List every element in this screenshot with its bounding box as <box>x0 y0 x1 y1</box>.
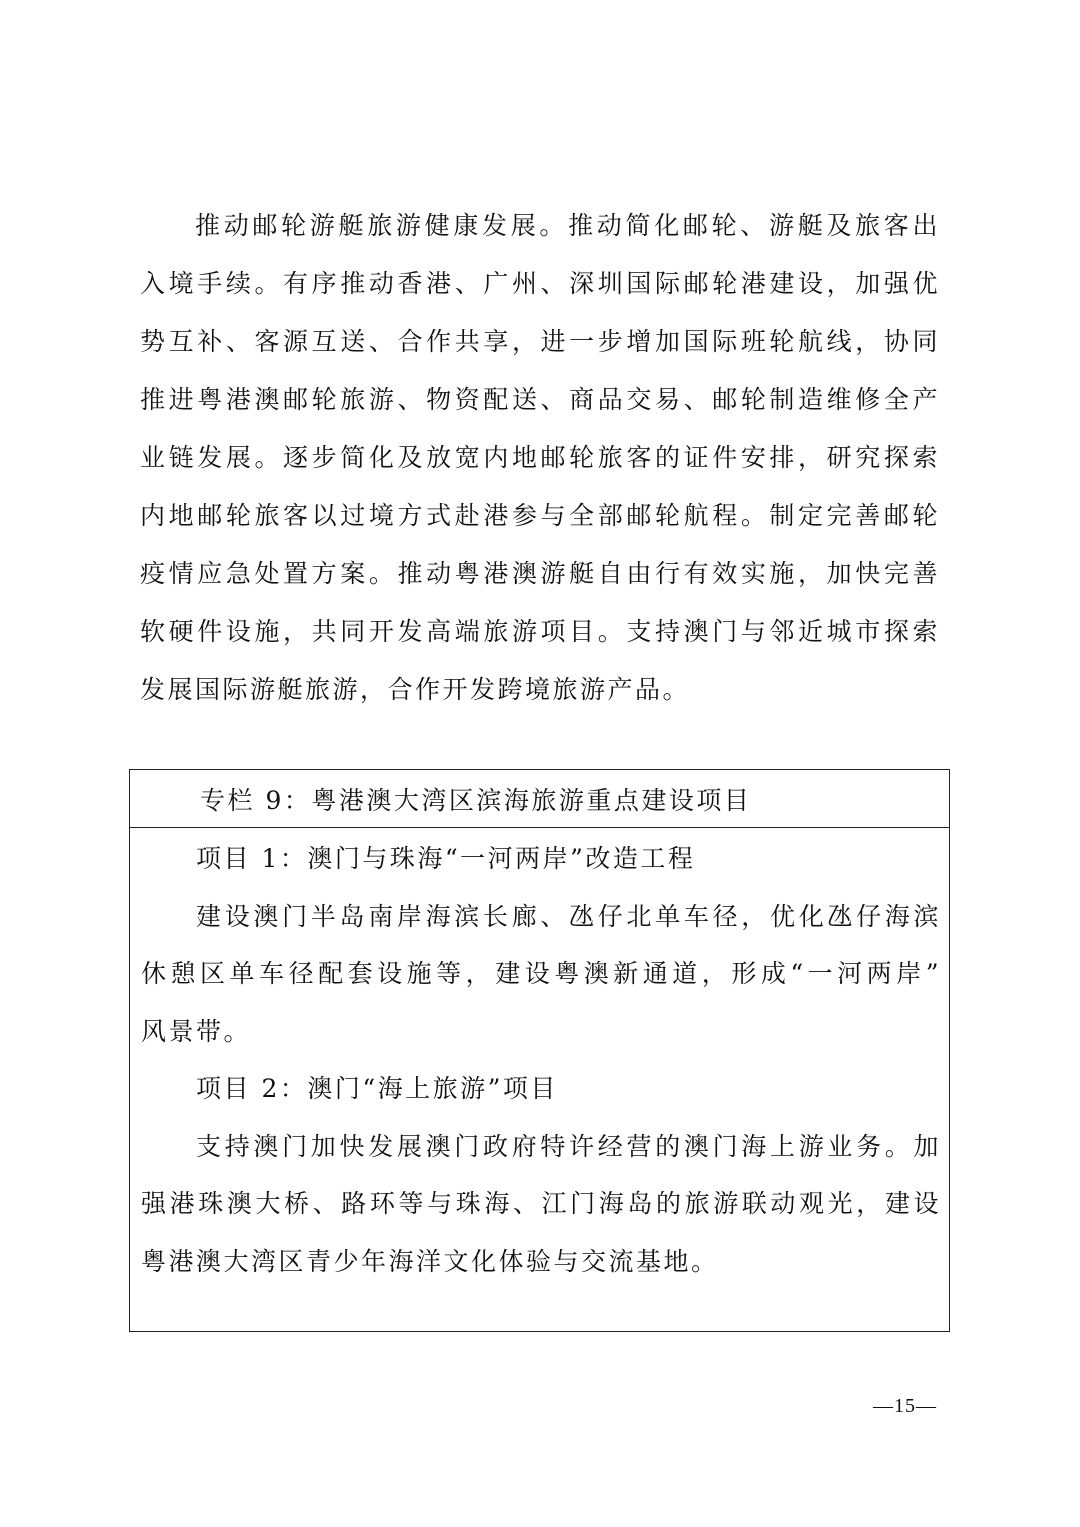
body-line: 软硬件设施，共同开发高端旅游项目。支持澳门与邻近城市探索 <box>140 617 940 646</box>
sidebar-box <box>129 769 950 1332</box>
body-line: 推动邮轮游艇旅游健康发展。推动简化邮轮、游艇及旅客出 <box>195 211 940 240</box>
page-number: —15— <box>873 1395 937 1417</box>
body-line: 内地邮轮旅客以过境方式赴港参与全部邮轮航程。制定完善邮轮 <box>140 501 940 530</box>
box-line: 建设澳门半岛南岸海滨长廊、氹仔北单车径，优化氹仔海滨 <box>196 901 941 931</box>
project-heading: 项目 1：澳门与珠海“一河两岸”改造工程 <box>196 844 696 873</box>
box-line: 风景带。 <box>141 1016 252 1046</box>
body-line: 疫情应急处置方案。推动粤港澳游艇自由行有效实施，加快完善 <box>140 559 940 588</box>
body-line: 业链发展。逐步简化及放宽内地邮轮旅客的证件安排，研究探索 <box>140 443 940 472</box>
box-line: 休憩区单车径配套设施等，建设粤澳新通道，形成“一河两岸” <box>141 959 941 988</box>
box-line: 支持澳门加快发展澳门政府特许经营的澳门海上游业务。加 <box>196 1131 941 1161</box>
project-heading: 项目 2：澳门“海上旅游”项目 <box>196 1074 558 1103</box>
body-line: 发展国际游艇旅游，合作开发跨境旅游产品。 <box>140 675 691 704</box>
body-paragraph <box>140 197 940 719</box>
body-line: 入境手续。有序推动香港、广州、深圳国际邮轮港建设，加强优 <box>140 269 940 298</box>
box-body <box>141 830 941 1290</box>
box-line: 粤港澳大湾区青少年海洋文化体验与交流基地。 <box>141 1246 719 1276</box>
box-header <box>130 770 949 828</box>
box-title: 专栏 9：粤港澳大湾区滨海旅游重点建设项目 <box>200 786 752 815</box>
body-line: 推进粤港澳邮轮旅游、物资配送、商品交易、邮轮制造维修全产 <box>140 385 940 414</box>
body-line: 势互补、客源互送、合作共享，进一步增加国际班轮航线，协同 <box>140 327 940 356</box>
box-line: 强港珠澳大桥、路环等与珠海、江门海岛的旅游联动观光，建设 <box>141 1189 941 1218</box>
